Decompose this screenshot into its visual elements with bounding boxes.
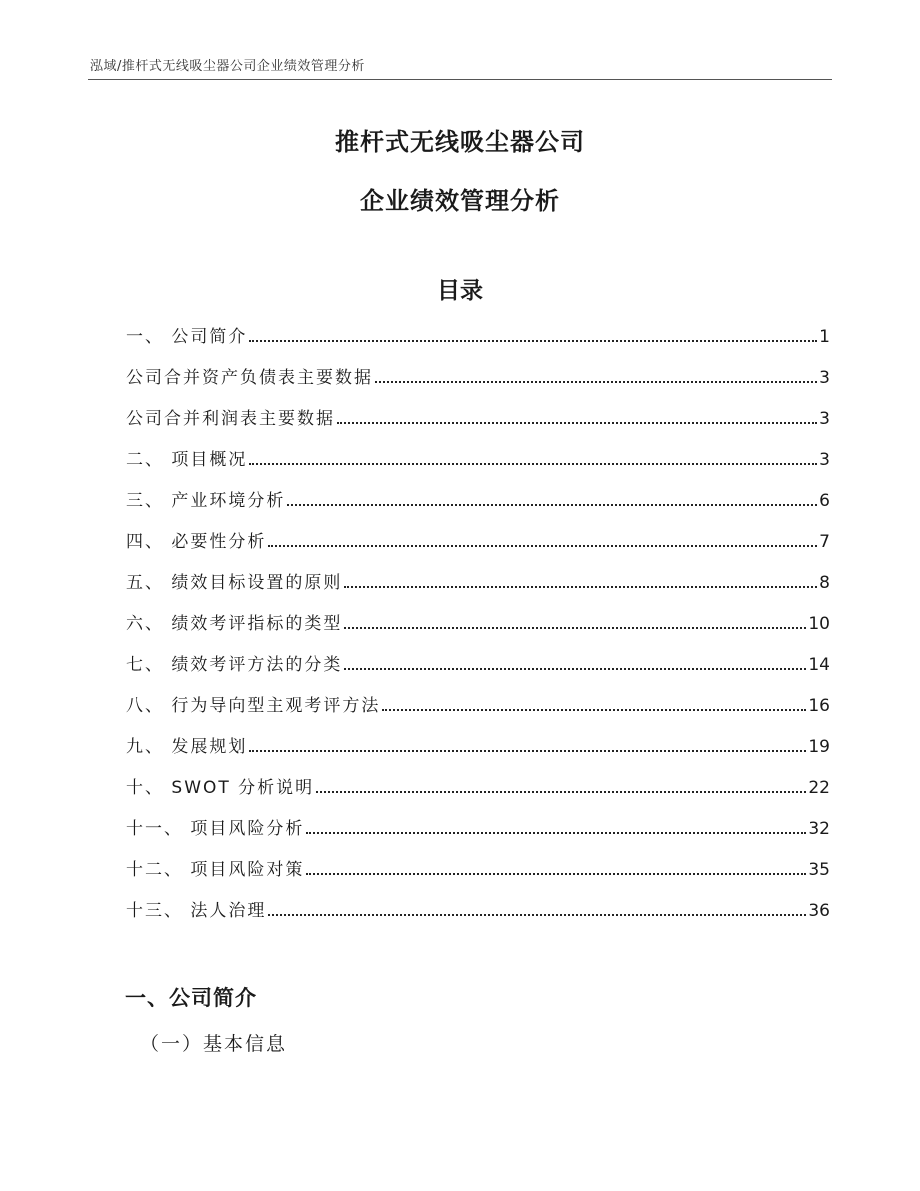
table-of-contents <box>126 322 830 937</box>
toc-entry[interactable] <box>126 650 830 691</box>
toc-entry[interactable] <box>126 855 830 896</box>
toc-entry-number: 六、 <box>126 614 172 634</box>
header-divider <box>88 79 832 80</box>
subsection-heading: （一）基本信息 <box>140 1033 288 1055</box>
toc-entry[interactable] <box>126 404 830 445</box>
toc-leader-dots <box>268 545 817 547</box>
running-header: 泓域/推杆式无线吸尘器公司企业绩效管理分析 <box>90 59 365 74</box>
toc-entry-number: 十三、 <box>126 901 191 921</box>
toc-entry-page: 19 <box>808 737 830 757</box>
toc-entry-page: 16 <box>808 696 830 716</box>
toc-entry-page: 14 <box>808 655 830 675</box>
toc-entry[interactable] <box>126 814 830 855</box>
toc-entry[interactable] <box>126 732 830 773</box>
toc-leader-dots <box>249 750 806 752</box>
toc-entry-label: 必要性分析 <box>171 532 267 552</box>
toc-entry[interactable] <box>126 527 830 568</box>
toc-entry[interactable] <box>126 896 830 937</box>
toc-entry-label: 绩效考评方法的分类 <box>171 655 343 675</box>
toc-leader-dots <box>306 832 806 834</box>
toc-leader-dots <box>287 504 817 506</box>
toc-leader-dots <box>249 340 817 342</box>
toc-entry-label: 项目风险分析 <box>190 819 305 839</box>
toc-entry-number: 一、 <box>126 327 172 347</box>
toc-entry-page: 8 <box>819 573 830 593</box>
toc-entry-page: 1 <box>819 327 830 347</box>
toc-entry-number: 七、 <box>126 655 172 675</box>
toc-entry[interactable] <box>126 773 830 814</box>
toc-leader-dots <box>344 586 817 588</box>
toc-entry[interactable] <box>126 363 830 404</box>
toc-entry-number: 九、 <box>126 737 172 757</box>
toc-entry-number: 五、 <box>126 573 172 593</box>
toc-leader-dots <box>306 873 806 875</box>
toc-leader-dots <box>268 914 806 916</box>
toc-entry-label: 产业环境分析 <box>171 491 286 511</box>
document-title-line-2: 企业绩效管理分析 <box>360 187 560 215</box>
document-title-line-1: 推杆式无线吸尘器公司 <box>335 128 585 156</box>
toc-leader-dots <box>337 422 817 424</box>
toc-entry-label: 行为导向型主观考评方法 <box>171 696 381 716</box>
toc-entry[interactable] <box>126 486 830 527</box>
toc-leader-dots <box>249 463 817 465</box>
toc-entry-label: 绩效考评指标的类型 <box>171 614 343 634</box>
section-heading: 一、公司简介 <box>125 986 257 1010</box>
toc-entry[interactable] <box>126 322 830 363</box>
toc-entry-label: SWOT 分析说明 <box>171 778 315 798</box>
toc-entry-label: 绩效目标设置的原则 <box>171 573 343 593</box>
toc-entry[interactable] <box>126 445 830 486</box>
toc-entry-number: 十、 <box>126 778 172 798</box>
toc-entry-page: 36 <box>808 901 830 921</box>
toc-leader-dots <box>375 381 817 383</box>
toc-entry-label: 公司合并资产负债表主要数据 <box>126 368 373 388</box>
toc-entry-page: 10 <box>808 614 830 634</box>
toc-entry-number: 二、 <box>126 450 172 470</box>
toc-entry-number: 三、 <box>126 491 172 511</box>
toc-entry-page: 6 <box>819 491 830 511</box>
toc-entry[interactable] <box>126 568 830 609</box>
toc-leader-dots <box>344 668 806 670</box>
toc-entry-label: 发展规划 <box>171 737 248 757</box>
toc-entry-page: 3 <box>819 409 830 429</box>
toc-entry-label: 公司合并利润表主要数据 <box>126 409 335 429</box>
toc-leader-dots <box>382 709 806 711</box>
toc-entry-number: 十一、 <box>126 819 191 839</box>
toc-leader-dots <box>316 791 806 793</box>
toc-leader-dots <box>344 627 806 629</box>
toc-entry-label: 公司简介 <box>171 327 248 347</box>
toc-entry-page: 3 <box>819 450 830 470</box>
toc-heading: 目录 <box>437 278 483 304</box>
toc-entry-page: 35 <box>808 860 830 880</box>
toc-entry-page: 32 <box>808 819 830 839</box>
toc-entry-number: 十二、 <box>126 860 191 880</box>
toc-entry-number: 八、 <box>126 696 172 716</box>
toc-entry-label: 法人治理 <box>190 901 267 921</box>
toc-entry[interactable] <box>126 609 830 650</box>
toc-entry-page: 22 <box>808 778 830 798</box>
toc-entry-label: 项目概况 <box>171 450 248 470</box>
toc-entry[interactable] <box>126 691 830 732</box>
toc-entry-page: 7 <box>819 532 830 552</box>
toc-entry-number: 四、 <box>126 532 172 552</box>
toc-entry-page: 3 <box>819 368 830 388</box>
toc-entry-label: 项目风险对策 <box>190 860 305 880</box>
